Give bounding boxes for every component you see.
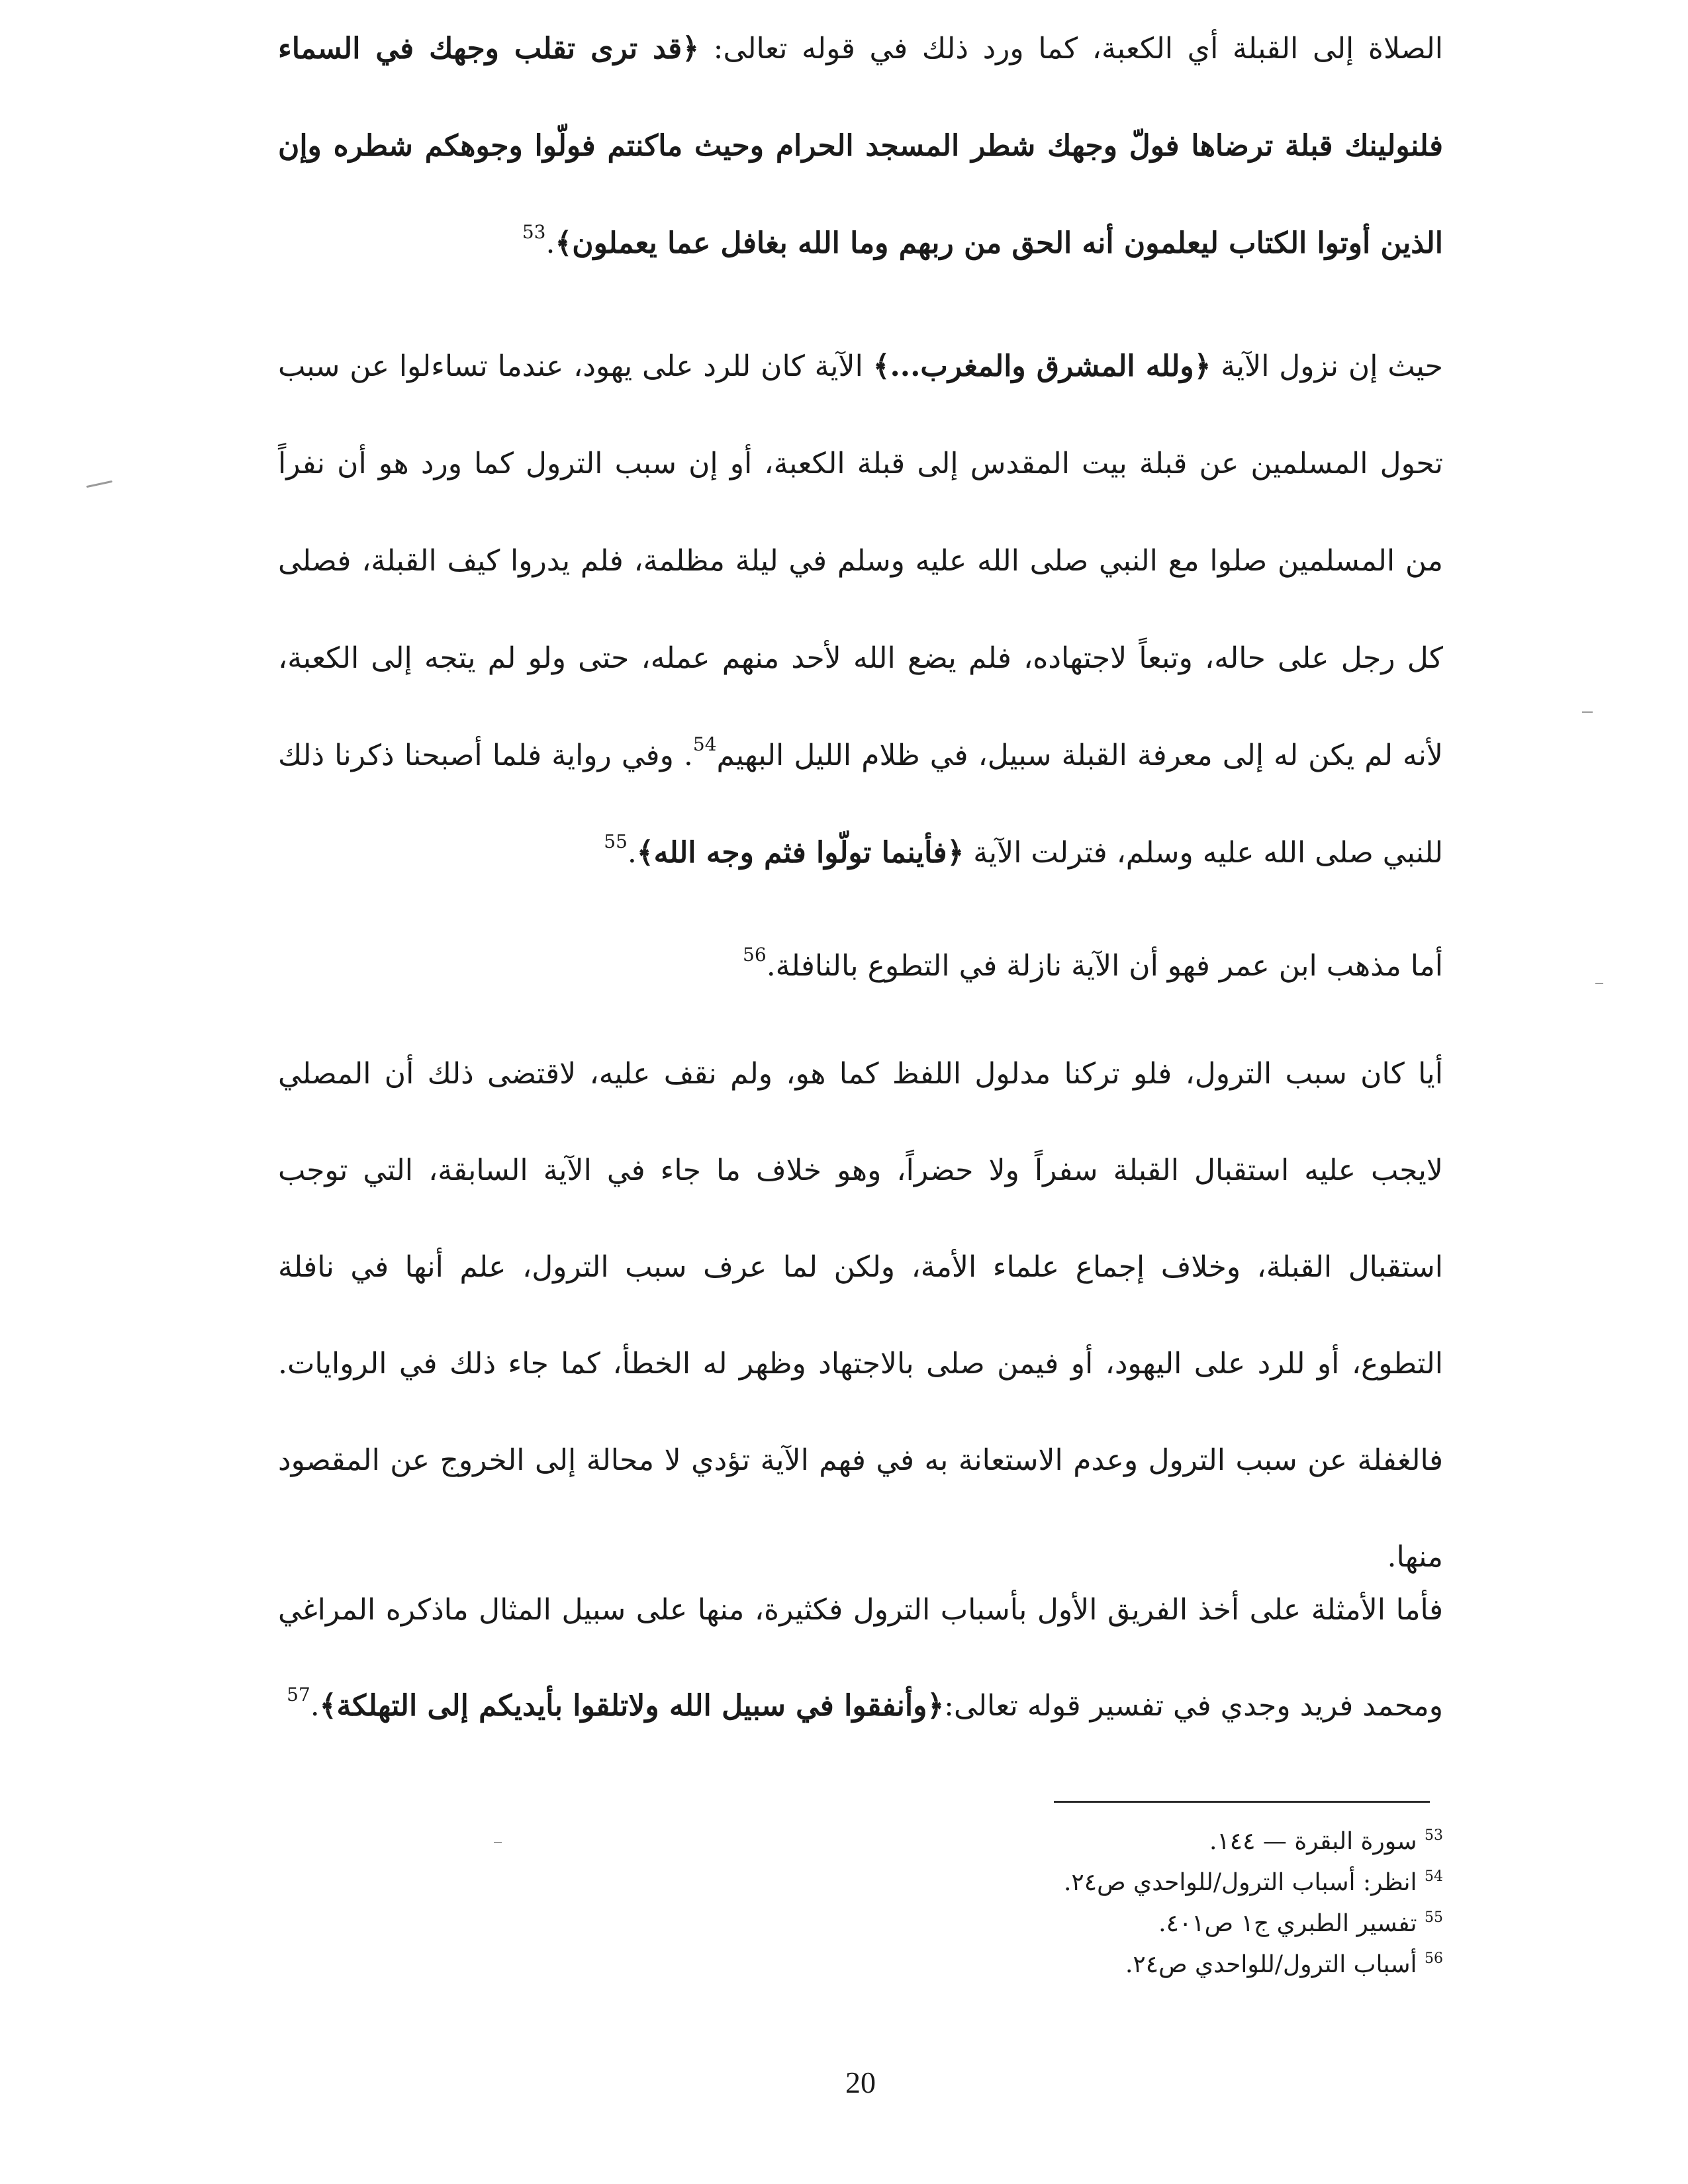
footnote-ref-54[interactable]: 54: [692, 733, 717, 755]
p2-text-1: حيث إن نزول الآية: [1211, 349, 1443, 383]
paragraph-1: [278, 0, 1443, 292]
footnote-text: انظر: أسباب الترول/للواحدي ص٢٤.: [1063, 1869, 1417, 1896]
footnote-text: تفسير الطبري ج١ ص٤٠١.: [1158, 1910, 1417, 1937]
footnote-ref-55[interactable]: 55: [604, 831, 628, 852]
footnote-56: [278, 1944, 1443, 1985]
page-number: 20: [845, 2066, 876, 2099]
paragraph-3: [278, 933, 1443, 999]
p3-text: أما مذهب ابن عمر فهو أن الآية نازلة في التطوع بالنافلة.: [766, 949, 1443, 983]
p5-quran-verse: ﴿وأنفقوا في سبيل الله ولاتلقوا بأيديكم إلى التهلكة﴾: [319, 1689, 945, 1723]
paragraph-5: [278, 1562, 1443, 1754]
footnotes: [278, 1821, 1443, 1985]
p5-end: .: [310, 1689, 320, 1723]
footnote-54: [278, 1862, 1443, 1903]
footnote-number: 55: [1425, 1909, 1443, 1926]
p2-text-3: . وفي رواية فلما أصبحنا ذكرنا ذلك للنبي صلى الله عليه وسلم، فترلت الآية: [278, 739, 1443, 870]
p2-text-2: الآية كان للرد على يهود، عندما تساءلوا عن سبب تحول المسلمين عن قبلة بيت المقدس إلى قبلة الكعبة، أو إن سبب الترول كما ورد هو أن نفراً من المسلمين صلوا مع النبي صلى الله عليه وسلم في ليلة مظلمة، فلم يدروا كيف القبلة، فصلى كل رجل على حاله، وتبعاً لاجتهاده، فلم يضع الله لأحد منهم عمله، حتى ولو لم يتجه إلى الكعبة، لأنه لم يكن له إلى معرفة القبلة سبيل، في ظلام الليل البهيم: [278, 349, 1443, 772]
paragraph-2: [278, 318, 1443, 901]
footnote-53: [278, 1821, 1443, 1862]
scan-speck: [494, 1842, 502, 1843]
footnote-55: [278, 1903, 1443, 1944]
scan-speck: [1595, 983, 1603, 984]
footnote-ref-56[interactable]: 56: [743, 944, 767, 966]
footnote-number: 54: [1425, 1868, 1443, 1885]
p2-quran-verse-2: ﴿فأينما تولّوا فثم وجه الله﴾: [636, 836, 964, 870]
paragraph-4: [278, 1026, 1443, 1606]
footnote-text: أسباب الترول/للواحدي ص٢٤.: [1125, 1951, 1417, 1978]
p2-quran-verse-1: ﴿ولله المشرق والمغرب...﴾: [872, 349, 1211, 383]
scan-speck: [1582, 711, 1593, 713]
footnote-divider: [1054, 1801, 1430, 1803]
p5-text: فأما الأمثلة على أخذ الفريق الأول بأسباب الترول فكثيرة، منها على سبيل المثال ماذكره المراغي ومحمد فريد وجدي في تفسير قوله تعالى:: [278, 1593, 1443, 1723]
footnote-number: 53: [1425, 1827, 1443, 1844]
p4-text: أيا كان سبب الترول، فلو تركنا مدلول اللفظ كما هو، ولم نقف عليه، لاقتضى ذلك أن المصلي لايجب عليه استقبال القبلة سفراً ولا حضراً، وهو خلاف ما جاء في الآية السابقة، التي توجب استقبال القبلة، وخلاف إجماع علماء الأمة، ولكن لما عرف سبب الترول، علم أنها في نافلة التطوع، أو للرد على اليهود، أو فيمن صلى بالاجتهاد وظهر له الخطأ، كما جاء ذلك في الروايات. فالغفلة عن سبب الترول وعدم الاستعانة به في فهم الآية تؤدي لا محالة إلى الخروج عن المقصود منها.: [278, 1057, 1443, 1574]
scan-speck: [86, 480, 113, 488]
p1-end: .: [545, 226, 555, 260]
p1-text: الصلاة إلى القبلة أي الكعبة، كما ورد ذلك في قوله تعالى:: [699, 32, 1443, 66]
p2-end: .: [627, 836, 637, 870]
footnote-ref-57[interactable]: 57: [287, 1684, 310, 1706]
p1-quran-verse: ﴿قد ترى تقلب وجهك في السماء فلنولينك قبلة ترضاها فولّ وجهك شطر المسجد الحرام وحيث ماكنتم فولّوا وجوهكم شطره وإن الذين أوتوا الكتاب ليعلمون أنه الحق من ربهم وما الله بغافل عما يعملون﴾: [278, 32, 1443, 260]
footnote-text: سورة البقرة — ١٤٤.: [1209, 1828, 1417, 1855]
footnote-ref-53[interactable]: 53: [522, 221, 546, 243]
footnote-number: 56: [1425, 1950, 1443, 1967]
